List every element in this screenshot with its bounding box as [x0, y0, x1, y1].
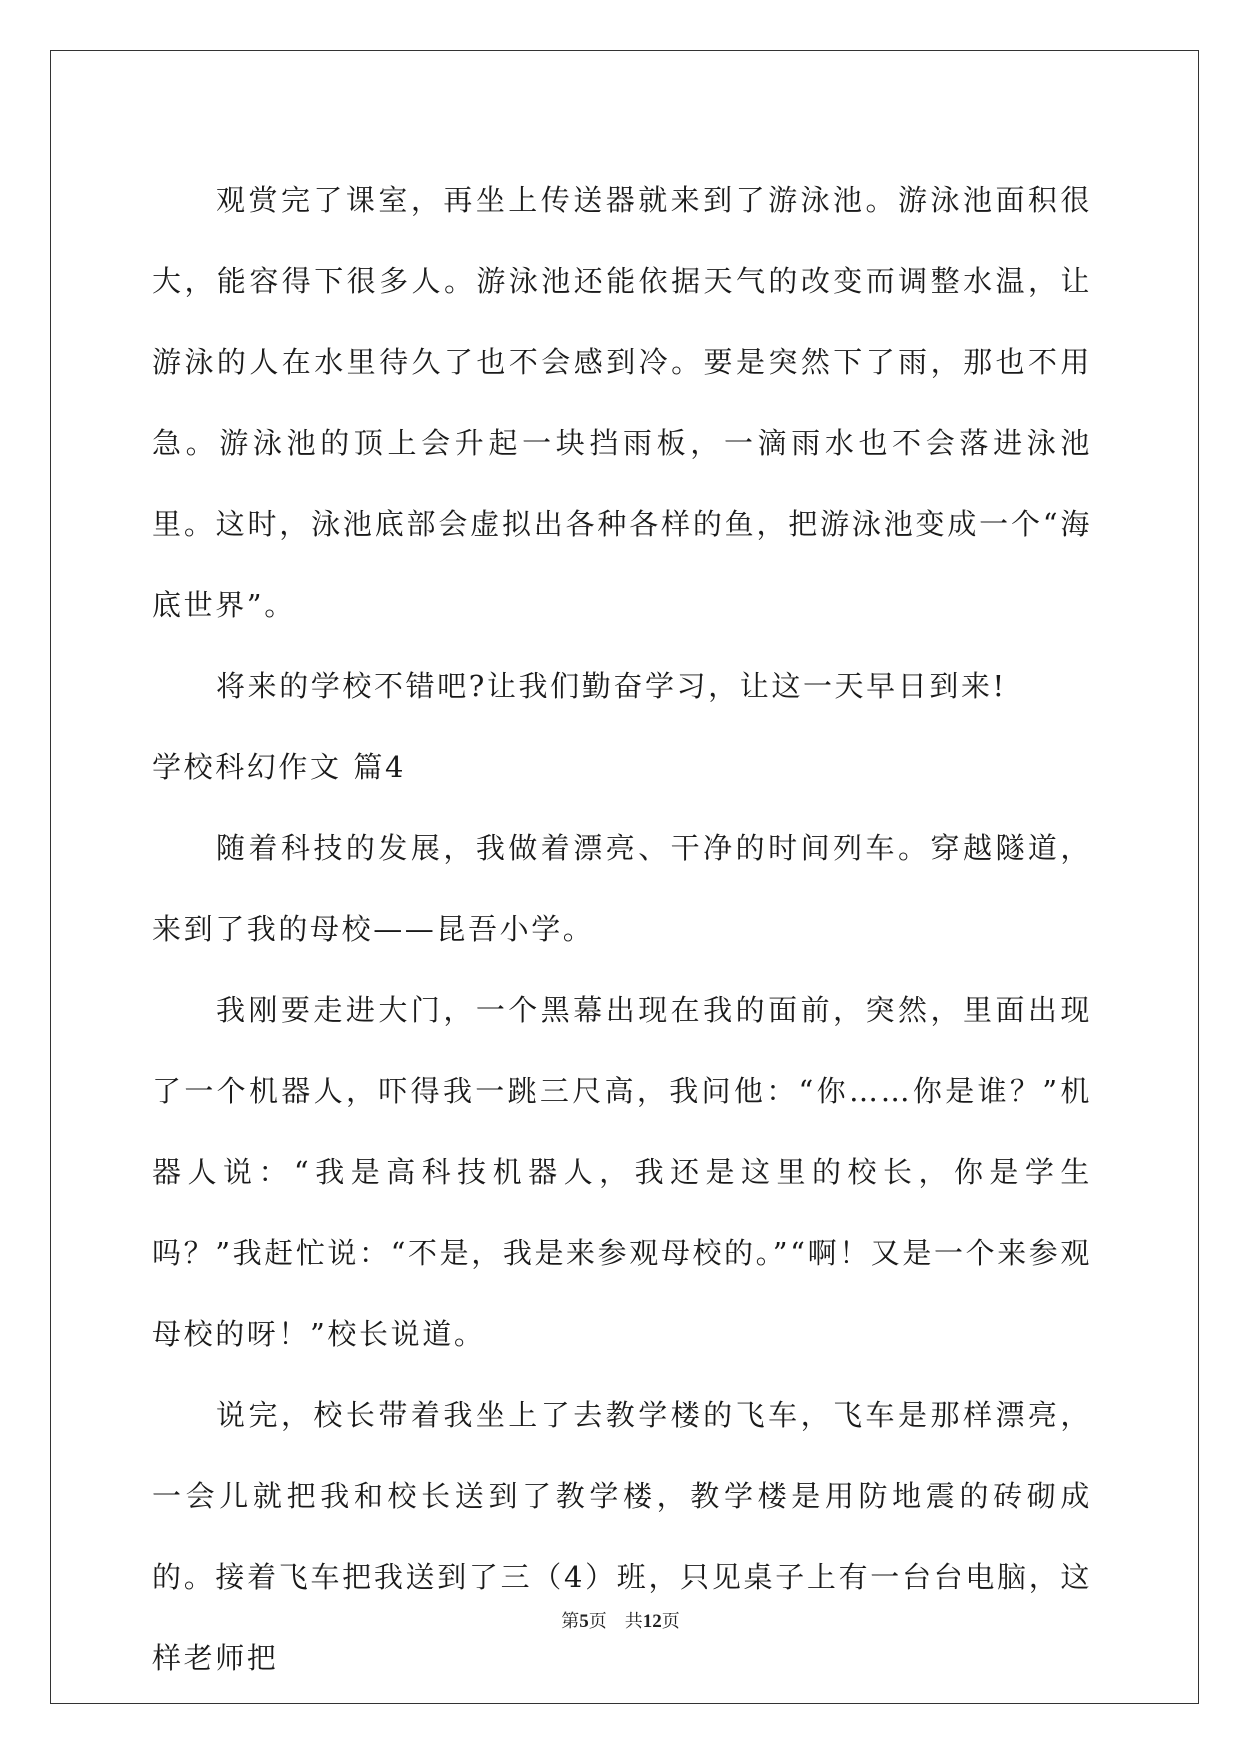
total-prefix: 共 [624, 1611, 643, 1632]
paragraph: 说完，校长带着我坐上了去教学楼的飞车，飞车是那样漂亮，一会儿就把我和校长送到了教学楼，教学楼是用防地震的砖砌成的。接着飞车把我送到了三（4）班，只见桌子上有一台台电脑，这样老师把 [152, 1398, 1092, 1675]
paragraph: 我刚要走进大门，一个黑幕出现在我的面前，突然，里面出现了一个机器人，吓得我一跳三尺高，我问他：“你……你是谁？”机器人说：“我是高科技机器人，我还是这里的校长，你是学生吗？”我赶忙说：“不是，我是来参观母校的。”“啊！又是一个来参观母校的呀！”校长说道。 [152, 993, 1093, 1351]
document-body [152, 160, 1092, 1699]
total-page-number: 12 [642, 1611, 662, 1632]
page-unit: 页 [588, 1611, 607, 1632]
paragraph: 将来的学校不错吧?让我们勤奋学习，让这一天早日到来! [216, 669, 1007, 703]
paragraph: 观赏完了课室，再坐上传送器就来到了游泳池。游泳池面积很大，能容得下很多人。游泳池还能依据天气的改变而调整水温，让游泳的人在水里待久了也不会感到冷。要是突然下了雨，那也不用急。游泳池的顶上会升起一块挡雨板，一滴雨水也不会落进泳池里。这时，泳池底部会虚拟出各种各样的鱼，把游泳池变成一个“海底世界”。 [152, 183, 1092, 622]
page-footer [0, 1607, 1241, 1633]
page-prefix: 第 [561, 1611, 580, 1632]
total-unit: 页 [661, 1611, 680, 1632]
section-heading: 学校科幻作文 篇4 [152, 750, 407, 784]
paragraph: 随着科技的发展，我做着漂亮、干净的时间列车。穿越隧道，来到了我的母校——昆吾小学。 [152, 831, 1092, 946]
current-page-number: 5 [579, 1611, 589, 1632]
